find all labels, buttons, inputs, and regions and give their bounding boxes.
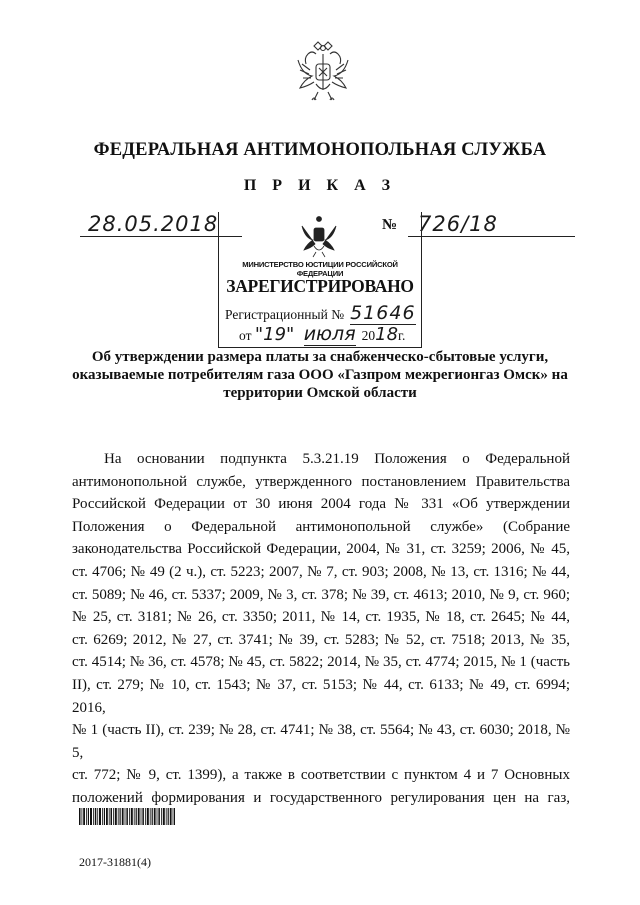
stamp-date-prefix: от xyxy=(239,328,252,343)
stamp-date-row xyxy=(239,323,405,346)
stamp-emblem-icon xyxy=(299,214,339,258)
number-sign: № xyxy=(382,217,398,233)
body-line: Российской Федерации от 30 июня 2004 года № 331 «Об утверждении xyxy=(72,496,570,513)
body-line: антимонопольной службе, утвержденного постановлением Правительства xyxy=(72,473,570,490)
registration-stamp xyxy=(218,212,422,348)
coat-of-arms-icon xyxy=(294,40,352,104)
order-number: 726/18 xyxy=(418,212,498,236)
stamp-month: июля xyxy=(303,323,356,345)
stamp-year-end: г. xyxy=(398,328,406,343)
order-date: 28.05.2018 xyxy=(88,212,219,236)
body-line: ст. 4514; № 36, ст. 4578; № 45, ст. 5822; 2014, № 35, ст. 4774; 2015, № 1 (часть xyxy=(72,654,570,671)
body-line: ст. 772; № 9, ст. 1399), а также в соответствии с пунктом 4 и 7 Основных xyxy=(72,767,570,784)
stamp-year-prefix: 20 xyxy=(361,328,376,343)
organization-name: ФЕДЕРАЛЬНАЯ АНТИМОНОПОЛЬНАЯ СЛУЖБА xyxy=(93,140,547,160)
number-underline xyxy=(408,236,575,237)
body-text xyxy=(72,448,570,810)
body-line: ст. 4706; № 49 (2 ч.), ст. 5223; 2007, № 7, ст. 903; 2008, № 13, ст. 1316; № 44, xyxy=(72,563,570,580)
stamp-year-suffix: 18 xyxy=(375,324,399,345)
body-line: На основании подпункта 5.3.21.19 Положения о Федеральной xyxy=(104,451,570,467)
document-type: П Р И К А З xyxy=(243,177,397,194)
body-line: ст. 5089; № 46, ст. 5337; 2009, № 3, ст. 378; № 39, ст. 4613; 2010, № 9, ст. 960; xyxy=(72,586,570,603)
body-line: законодательства Российской Федерации, 2004, № 31, ст. 3259; 2006, № 45, xyxy=(72,541,570,558)
stamp-registration-number-row xyxy=(225,302,416,325)
body-line: II), ст. 279; № 10, ст. 1543; № 37, ст. 5153; № 44, ст. 6133; № 49, ст. 6994; 2016, xyxy=(72,676,570,716)
body-line: № 25, ст. 3181; № 26, ст. 3350; 2011, № 14, ст. 1935, № 18, ст. 2645; № 44, xyxy=(72,609,570,626)
stamp-reg-number: 51646 xyxy=(350,302,416,324)
body-line: положений формирования и государственного регулирования цен на газ, xyxy=(72,789,570,806)
stamp-registered-label: ЗАРЕГИСТРИРОВАНО xyxy=(226,276,414,296)
body-line: Положения о Федеральной антимонопольной службе» (Собрание xyxy=(72,518,570,535)
subject-line-2: оказываемые потребителям газа ООО «Газпром межрегионгаз Омск» на xyxy=(72,367,568,383)
stamp-day: "19" xyxy=(254,324,295,345)
barcode xyxy=(79,808,175,825)
stamp-reg-label: Регистрационный № xyxy=(225,307,345,322)
body-line: № 1 (часть II), ст. 239; № 28, ст. 4741; № 38, ст. 5564; № 43, ст. 6030; 2018, № 5, xyxy=(72,722,570,761)
document-code: 2017-31881(4) xyxy=(79,855,151,869)
subject-line-3: территории Омской области xyxy=(223,385,417,401)
body-line: ст. 6269; 2012, № 27, ст. 3741; № 39, ст. 5283; № 52, ст. 7518; 2013, № 35, xyxy=(72,631,570,648)
stamp-ministry-name: МИНИСТЕРСТВО ЮСТИЦИИ РОССИЙСКОЙ ФЕДЕРАЦИИ xyxy=(242,260,398,278)
order-subject xyxy=(0,348,640,402)
subject-line-1: Об утверждении размера платы за снабженческо-сбытовые услуги, xyxy=(91,349,549,365)
